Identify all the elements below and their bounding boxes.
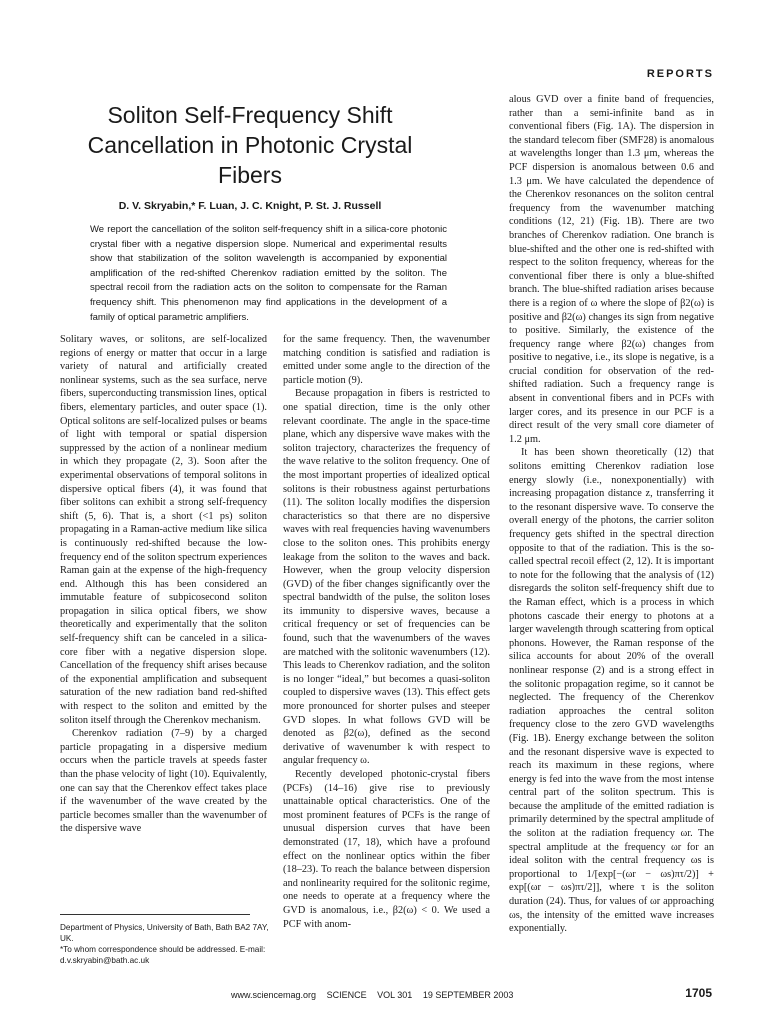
footer-journal: SCIENCE <box>326 990 367 1000</box>
article-title: Soliton Self-Frequency Shift Cancellation in Photonic Crystal Fibers <box>87 102 413 188</box>
abstract: We report the cancellation of the soliton self-frequency shift in a silica-core photonic crystal fiber with a negative dispersion slope. Numerical and experimental results show that stabilization of the soliton wavelength is accompanied by exponential amplification of the red-shifted Cherenkov radiation emitted by the soliton. The spectral recoil from the radiation acts on the soliton to compensate for the Raman frequency shift. This phenomenon may find applications in the development of a family of optical parametric amplifiers. <box>90 224 447 323</box>
footnote-divider <box>60 914 250 915</box>
affiliation-note: Department of Physics, University of Bath, Bath BA2 7AY, UK. <box>60 923 269 943</box>
paragraph: Because propagation in fibers is restricted to one spatial direction, time is the only other relevant coordinate. The angle in the space-time plane, which any dispersive wave makes with the soliton trajectory, characterizes the frequency of the wave relative to the soliton frequency. One of the most important properties of idealized optical solitons is their robustness against perturbations (11). The soliton locally modifies the dispersion characteristics so that there are no dispersive waves with real frequencies having wavenumbers close to the soliton ones. This prohibits energy leakage from the soliton to the waves and back. However, when the group velocity dispersion (GVD) of the fiber changes significantly over the spectral bandwidth of the pulse, the soliton loses its immunity to dispersive waves, because a critical frequency or set of frequencies can be found, such that the wavenumbers of the waves are matched with the solitonic wavenumbers (12). This leads to Cherenkov radiation, and the soliton is no longer “ideal,” but becomes a quasi-soliton coupled to dispersive waves (13). This effect gets more pronounced for shorter pulses and steeper GVD slopes. In what follows GVD will be denoted as β2(ω), defined as the second derivative of wavenumber k with respect to angular frequency ω. <box>283 388 490 767</box>
body-column-3 <box>509 93 714 936</box>
paragraph: Solitary waves, or solitons, are self-localized regions of energy or matter that occur in a large variety of natural and artificially created nonlinear systems, such as the sea surface, nerve fibers, superconducting transmission lines, optical fibers, elementary particles, and outer space (1). Optical solitons are self-localized pulses or beams of light with temporal or spatial dispersion suppressed by the action of a nonlinear medium in which they propagate (2, 3). Soon after the experimental observations of temporal solitons in dispersive optical fibers (4), it was found that fiber solitons can exhibit a strong self-frequency shift (5, 6). That is, a short (<1 ps) soliton propagating in a Raman-active medium like silica is continuously red-shifted because the low-frequency end of the soliton spectrum experiences Raman gain at the expense of the high-frequency end. Although this has been considered an immutable feature of subpicosecond soliton propagation in silica optical fibers, we show theoretically and experimentally that the soliton self-frequency shift can be canceled in a silica-core fiber with a negative dispersion slope. Cancellation of the frequency shift arises because of the exponential amplification and subsequent saturation of the new radiation band red-shifted with respect to the soliton and emitted by the soliton itself through the Cherenkov mechanism. <box>60 334 268 726</box>
footer-website: www.sciencemag.org <box>231 990 317 1000</box>
body-column-2 <box>283 333 490 931</box>
page-number: 1705 <box>685 986 712 1000</box>
body-column-1 <box>60 333 267 836</box>
paragraph: alous GVD over a finite band of frequencies, rather than a semi-infinite band as in conventional fibers (Fig. 1A). The dispersion in the standard telecom fiber (SMF28) is anomalous at wavelengths longer than 1.3 μm, whereas the PCF dispersion is anomalous between 0.6 and 1.3 μm. We have calculated the dependence of the Cherenkov resonances on the soliton central frequency from the wavenumber matching conditions (12, 21) (Fig. 1B). There are two branches of Cherenkov radiation. One branch is blue-shifted and the other one is red-shifted with respect to the soliton frequency, whereas for the conventional fiber there is only a blue-shifted branch. The blue-shifted radiation arises because there is a region of ω where the slope of β2(ω) is positive and β2(ω) changes its sign from negative to positive. Similarly, the existence of the frequency range where β2(ω) changes from positive to negative, i.e., its slope is negative, is a crucial condition for observation of the red-shifted radiation. Such a frequency range is absent in conventional fibers and in PCFs with larger cores, and its presence in our PCF is a direct result of the very small core diameter of 1.2 μm. <box>509 94 714 445</box>
paragraph: Cherenkov radiation (7–9) by a charged particle propagating in a dispersive medium occurs when the particle travels at speeds faster than the phase velocity of light (10). Equivalently, one can say that the Cherenkov effect takes place if the wavenumber of the wave created by the particle becomes smaller than the wavenumber of the dispersive wave <box>60 728 267 835</box>
footer-volume: VOL 301 <box>377 990 413 1000</box>
paragraph: Recently developed photonic-crystal fibers (PCFs) (14–16) give rise to previously unattainable optical characteristics. One of the most prominent features of PCFs is the range of unusual dispersion curves that have been demonstrated (17, 18), which have a profound effect on the nonlinear optics within the fiber (18–23). To reach the balance between dispersion and nonlinearity required for the solitonic regime, one needs to operate at a frequency where the GVD is anomalous, i.e., β2(ω) < 0. We used a PCF with anom- <box>283 769 490 930</box>
paragraph: It has been shown theoretically (12) that solitons emitting Cherenkov radiation lose energy slowly (i.e., nonexponentially) with increasing propagation distance z, transferring it to the resonant dispersive wave. To conserve the overall energy of the photons, the carrier soliton frequency gets shifted in the spectral direction opposite to that of the radiation. This is the so-called spectral recoil effect (2, 12). It is important to note for the following that the analysis of (12) disregards the soliton self-frequency shift due to the Raman effect, which is a process in which photons cascade their energy to photons at a larger wavelength through scattering from optical phonons. However, the Raman response of the silica accounts for about 20% of the overall nonlinear response (2) and is a strong effect in the solitonic propagation regime, so it cannot be neglected. The frequency of the Cherenkov radiation approaches the central soliton frequency close to the zero GVD wavelengths (Fig. 1B). Energy exchange between the soliton and the resonant dispersive wave is expected to reach its maximum in these regions, where energy is fed into the wave from the most intense central part of the soliton spectrum. This is because the amplitude of the emitted radiation is primarily determined by the spectral amplitude of the soliton at the radiation frequency ωr. The spectral amplitude at the frequency ωr for an ideal soliton with the central frequency ωs is proportional to 1/[exp[−(ωr − ωs)πτ/2)] + exp[(ωr − ωs)πτ/2]], where τ is the soliton duration (24). Thus, for values of ωr approaching ωs, the intensity of the emitted wave increases exponentially. <box>509 447 714 935</box>
footnotes <box>60 922 270 966</box>
section-label: REPORTS <box>646 68 714 80</box>
page-footer <box>231 990 521 1000</box>
correspondence-note: *To whom correspondence should be addressed. E-mail: d.v.skryabin@bath.ac.uk <box>60 945 266 965</box>
paragraph: for the same frequency. Then, the wavenumber matching condition is satisfied and radiation is emitted under some angle to the direction of the particle motion (9). <box>283 334 490 386</box>
footer-date: 19 SEPTEMBER 2003 <box>422 990 514 1000</box>
author-list: D. V. Skryabin,* F. Luan, J. C. Knight, P. St. J. Russell <box>118 200 382 212</box>
